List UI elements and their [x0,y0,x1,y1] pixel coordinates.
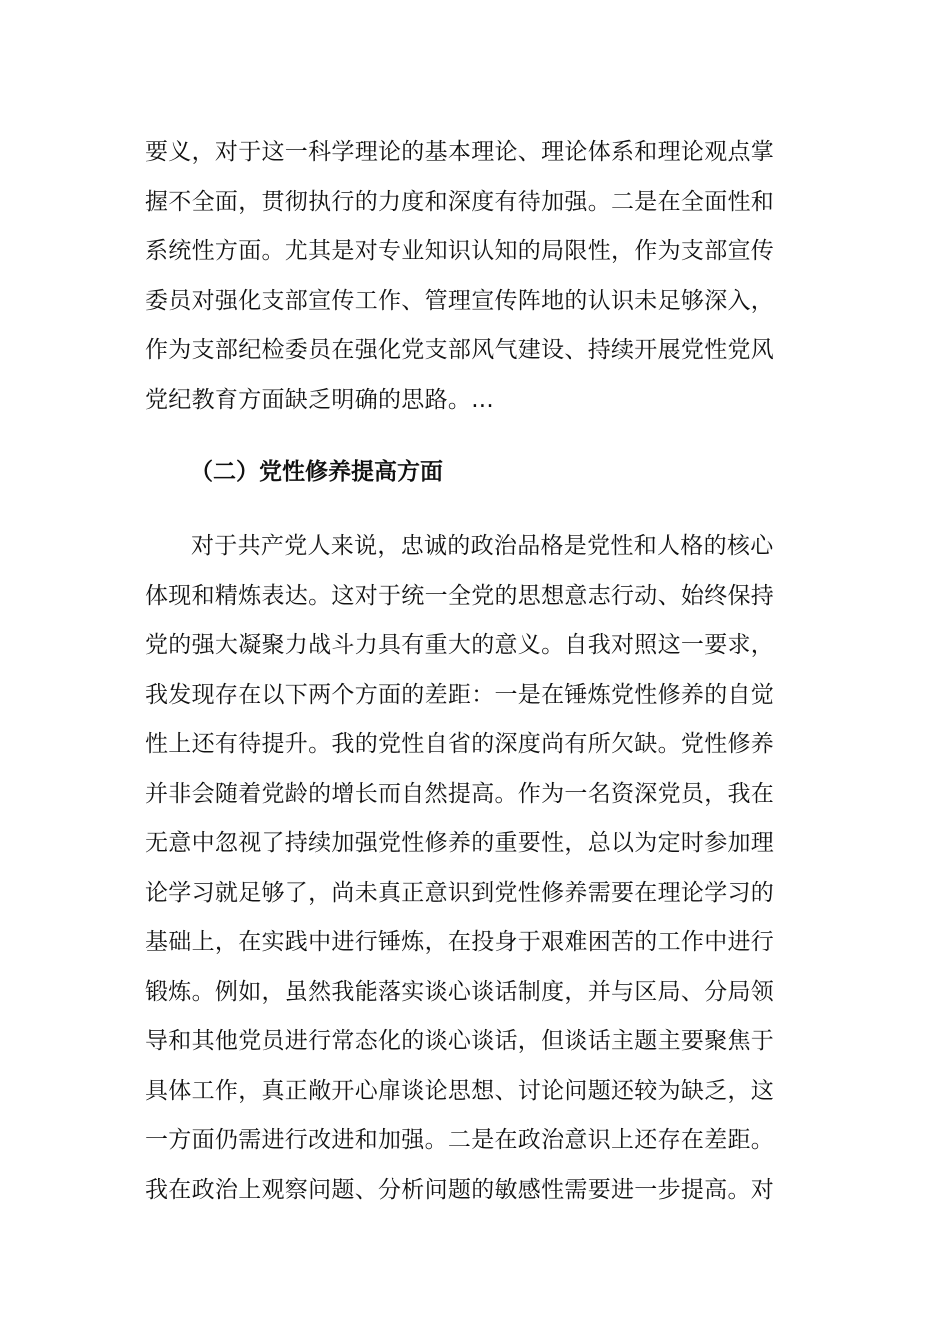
paragraph-2-line: 无意中忽视了持续加强党性修养的重要性，总以为定时参加理 [145,830,775,856]
paragraph-2-line: 导和其他党员进行常态化的谈心谈话，但谈话主题主要聚焦于 [145,1028,775,1054]
paragraph-2-line: 对于共产党人来说，忠诚的政治品格是党性和人格的核心 [191,533,774,559]
paragraph-2-line: 锻炼。例如，虽然我能落实谈心谈话制度，并与区局、分局领 [145,978,775,1005]
paragraph-1-line: 要义，对于这一科学理论的基本理论、理论体系和理论观点掌 [145,139,775,165]
paragraph-2-line: 具体工作，真正敞开心扉谈论思想、讨论问题还较为缺乏，这 [145,1077,775,1104]
paragraph-1-line: 系统性方面。尤其是对专业知识认知的局限性，作为支部宣传 [145,238,775,264]
paragraph-2-line: 论学习就足够了，尚未真正意识到党性修养需要在理论学习的 [145,879,775,906]
paragraph-1-line: 握不全面，贯彻执行的力度和深度有待加强。二是在全面性和 [145,188,775,215]
paragraph-2-line: 基础上，在实践中进行锤炼，在投身于艰难困苦的工作中进行 [145,929,775,955]
paragraph-2-line: 我发现存在以下两个方面的差距：一是在锤炼党性修养的自觉 [145,681,775,708]
paragraph-2 [145,522,795,1215]
paragraph-1 [145,128,795,425]
paragraph-2-line: 性上还有待提升。我的党性自省的深度尚有所欠缺。党性修养 [145,731,775,757]
paragraph-1-line: 党纪教育方面缺乏明确的思路。... [145,386,495,413]
paragraph-2-line: 党的强大凝聚力战斗力具有重大的意义。自我对照这一要求， [145,632,775,658]
paragraph-2-line: 体现和精炼表达。这对于统一全党的思想意志行动、始终保持 [145,582,775,609]
paragraph-2-line: 一方面仍需进行改进和加强。二是在政治意识上还存在差距。 [145,1127,775,1153]
paragraph-1-line: 作为支部纪检委员在强化党支部风气建设、持续开展党性党风 [145,337,775,363]
paragraph-2-line: 我在政治上观察问题、分析问题的敏感性需要进一步提高。对 [145,1176,775,1203]
paragraph-1-line: 委员对强化支部宣传工作、管理宣传阵地的认识未足够深入， [145,287,775,314]
section-heading: （二）党性修养提高方面 [190,459,443,485]
paragraph-2-line: 并非会随着党龄的增长而自然提高。作为一名资深党员，我在 [145,780,775,807]
